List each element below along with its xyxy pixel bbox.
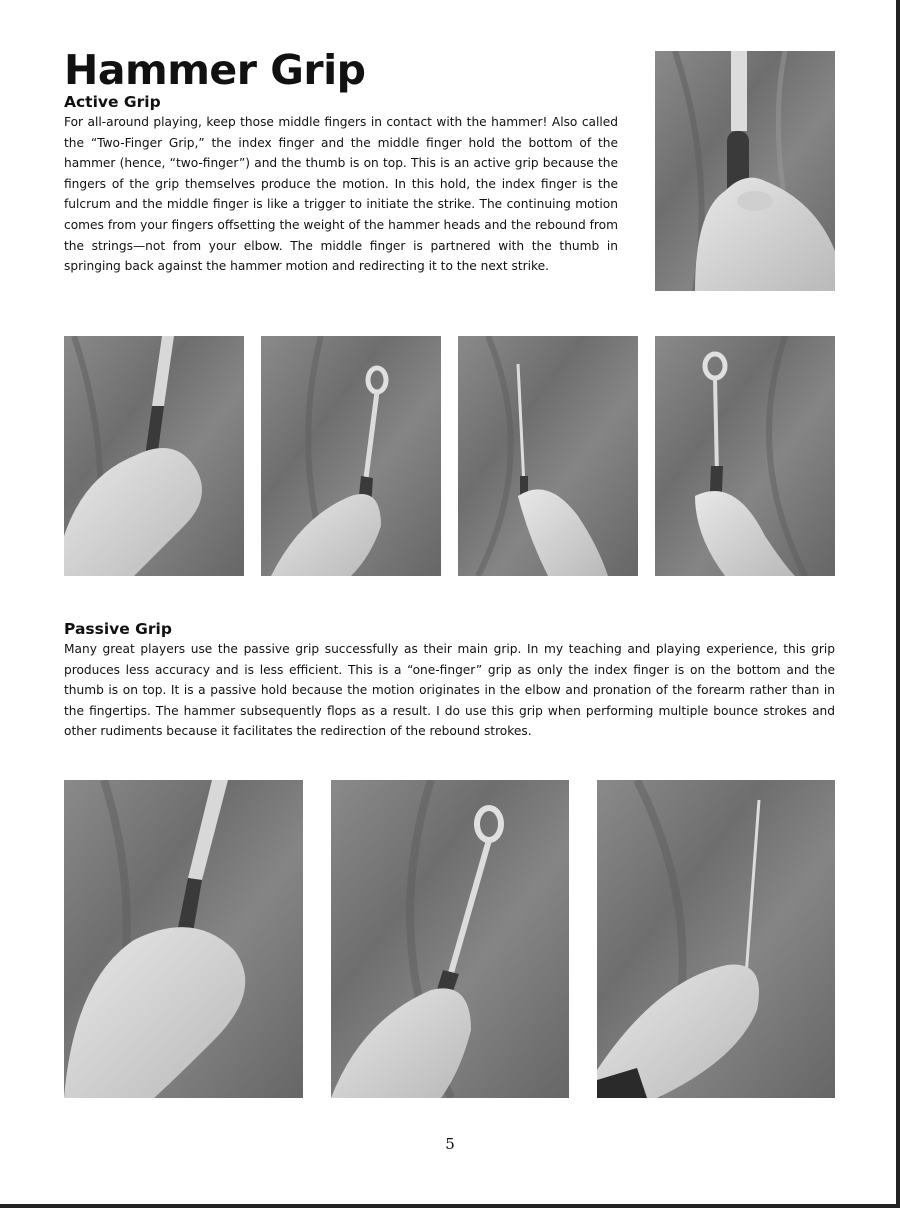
active-grip-text: For all-around playing, keep those middle fingers in contact with the hammer! Also called the “Two-Finger Grip,” the index finger and the middle finger hold the bottom of the hammer (hence, “two-finger”) and the thumb is on top. This is an active grip because the fingers of the grip themselves produce the motion. In this hold, the index finger is the fulcrum and the middle finger is like a trigger to initiate the strike. The continuing motion comes from your fingers offsetting the weight of the hammer heads and the rebound from the strings—not from your elbow. The middle finger is partnered with the thumb in springing back against the hammer motion and redirecting it to the next strike. [64, 115, 618, 274]
page-number: 5 [445, 1135, 455, 1153]
photo-active-grip-3 [458, 336, 638, 576]
photo-passive-grip-3 [597, 780, 835, 1098]
passive-grip-heading: Passive Grip [64, 620, 172, 638]
photo-active-grip-1 [64, 336, 244, 576]
photo-active-grip-4 [655, 336, 835, 576]
page-title: Hammer Grip [64, 46, 366, 94]
page-edge-bottom [0, 1204, 900, 1208]
photo-passive-grip-2 [331, 780, 569, 1098]
active-grip-heading: Active Grip [64, 93, 161, 111]
photo-active-grip-closeup [655, 51, 835, 291]
photo-passive-grip-1 [64, 780, 303, 1098]
passive-grip-text: Many great players use the passive grip successfully as their main grip. In my teaching and playing experience, this grip produces less accuracy and is less efficient. This is a “one-finger” grip as only the index finger is on the bottom and the thumb is on top. It is a passive hold because the motion originates in the elbow and pronation of the forearm rather than in the fingertips. The hammer subsequently flops as a result. I do use this grip when performing multiple bounce strokes and other rudiments because it facilitates the redirection of the rebound strokes. [64, 642, 835, 739]
photo-active-grip-2 [261, 336, 441, 576]
page-edge-right [896, 0, 900, 1208]
